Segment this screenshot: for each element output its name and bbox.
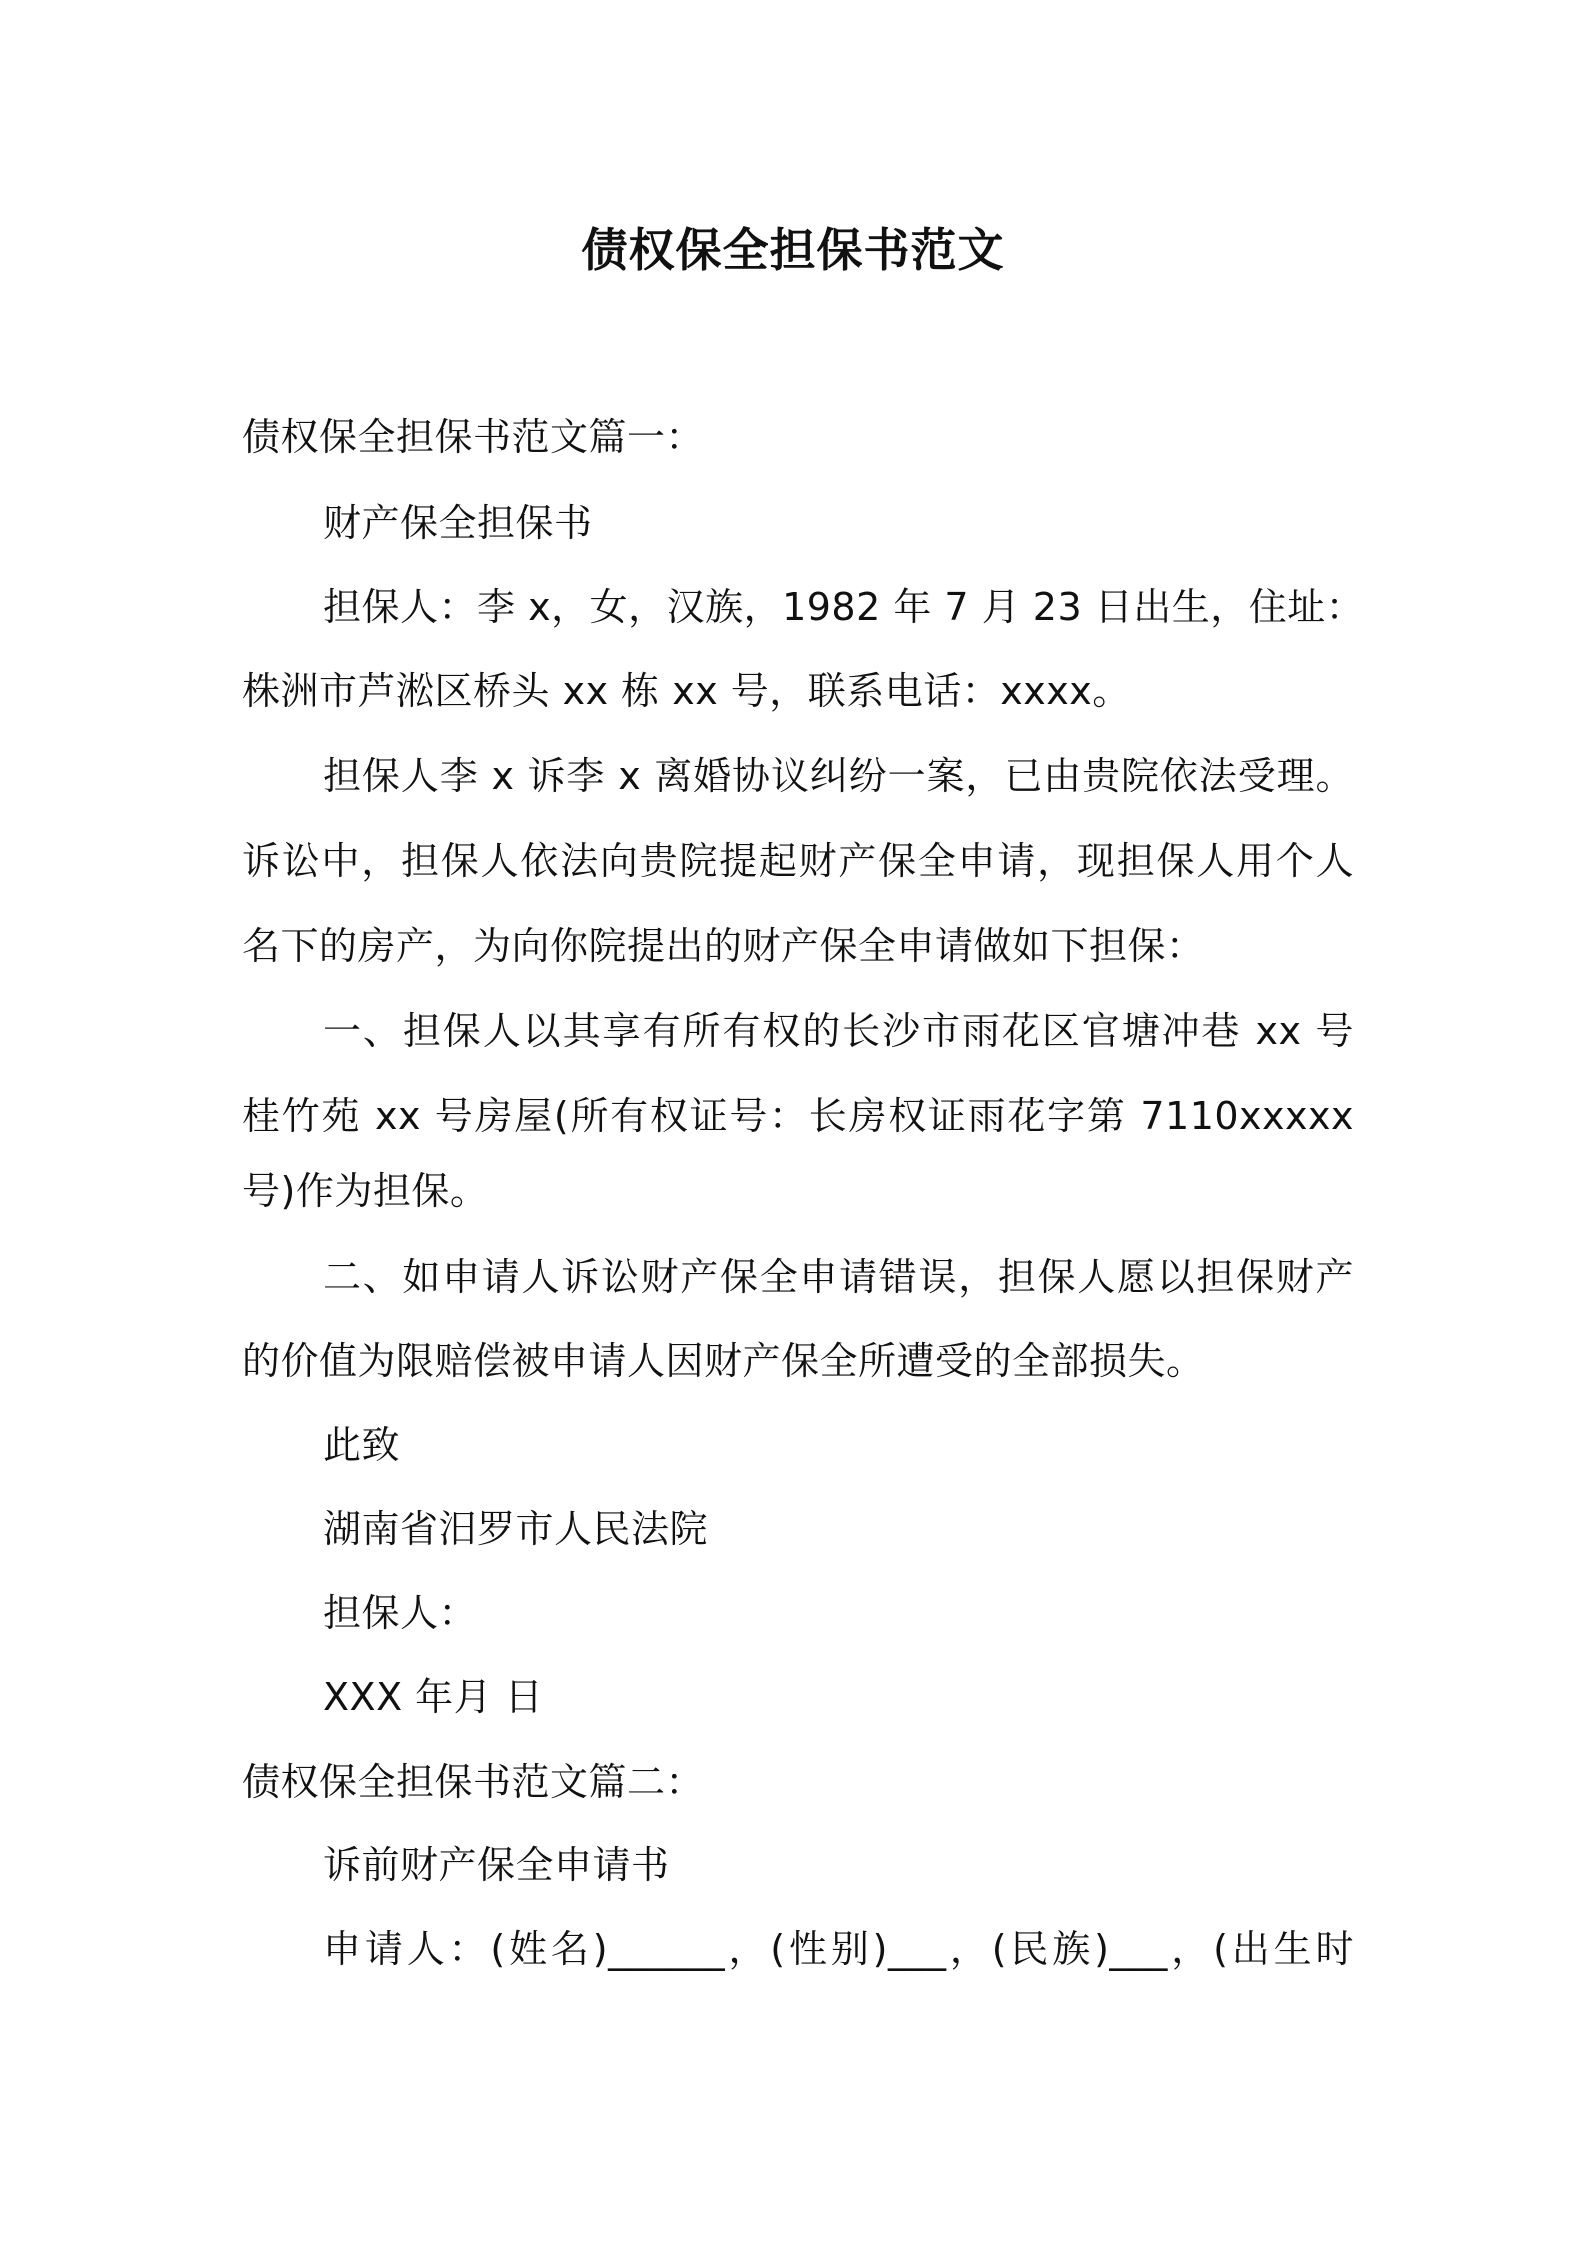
signature-guarantor: 担保人： — [323, 1591, 478, 1635]
closing-salutation: 此致 — [323, 1423, 401, 1467]
clause-two-line-1: 二、如申请人诉讼财产保全申请错误，担保人愿以担保财产 — [323, 1255, 1354, 1299]
clause-two-line-2: 的价值为限赔偿被申请人因财产保全所遭受的全部损失。 — [242, 1339, 1205, 1383]
paragraph-case-line-1: 担保人李 x 诉李 x 离婚协议纠纷一案，已由贵院依法受理。 — [323, 754, 1354, 798]
clause-one-line-3: 号)作为担保。 — [242, 1169, 489, 1213]
document-title: 债权保全担保书范文 — [581, 223, 1005, 277]
paragraph-guarantor-line-2: 株洲市芦淞区桥头 xx 栋 xx 号，联系电话：xxxx。 — [242, 669, 1131, 713]
section-heading-2: 债权保全担保书范文篇二： — [242, 1760, 705, 1804]
signature-date: XXX 年月 日 — [323, 1675, 544, 1719]
section-heading-1: 债权保全担保书范文篇一： — [242, 415, 705, 459]
paragraph-case-line-3: 名下的房产，为向你院提出的财产保全申请做如下担保： — [242, 924, 1205, 968]
subheading-pre-litigation: 诉前财产保全申请书 — [323, 1843, 670, 1887]
applicant-info-line: 申请人：(姓名)______，(性别)___，(民族)___，(出生时 — [323, 1927, 1354, 1971]
clause-one-line-2: 桂竹苑 xx 号房屋(所有权证号：长房权证雨花字第 7110xxxxx — [242, 1094, 1354, 1138]
subheading-property-guarantee: 财产保全担保书 — [323, 501, 593, 545]
clause-one-line-1: 一、担保人以其享有所有权的长沙市雨花区官塘冲巷 xx 号 — [323, 1009, 1354, 1053]
recipient-court: 湖南省汨罗市人民法院 — [323, 1507, 709, 1551]
paragraph-guarantor-line-1: 担保人：李 x，女，汉族，1982 年 7 月 23 日出生，住址： — [323, 585, 1365, 629]
paragraph-case-line-2: 诉讼中，担保人依法向贵院提起财产保全申请，现担保人用个人 — [242, 839, 1354, 883]
